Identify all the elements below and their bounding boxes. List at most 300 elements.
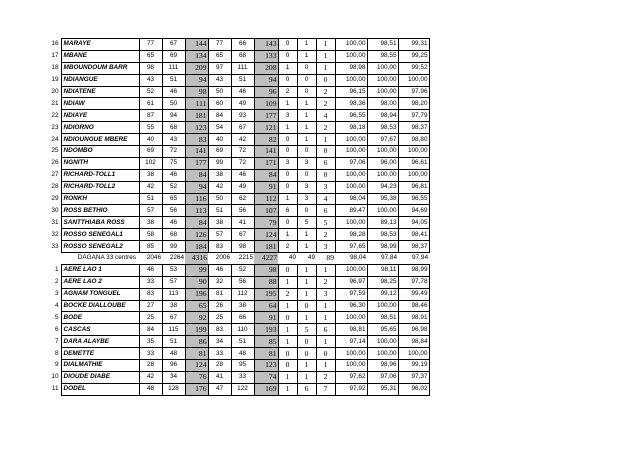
enrolled-boys-cell: 85 [139, 241, 162, 253]
absent-boys-cell: 0 [278, 39, 297, 51]
rate-girls-cell: 98,11 [367, 264, 398, 276]
row-number-cell: 29 [51, 195, 59, 203]
enrolled-girls-cell: 75 [162, 157, 185, 169]
summary-value-cell: 49 [307, 254, 315, 262]
absent-total-cell: 1 [316, 134, 335, 146]
absent-total-cell: 1 [316, 264, 335, 276]
rate-total-cell: 98,80 [398, 134, 429, 146]
present-total-cell: 107 [254, 205, 278, 217]
table-row[interactable] [46, 264, 429, 276]
center-name-cell: DIALMATHIE [61, 360, 139, 372]
absent-total-cell: 2 [316, 98, 335, 110]
table-row[interactable] [46, 348, 429, 360]
enrolled-girls-cell: 128 [162, 383, 185, 395]
enrolled-boys-cell: 65 [139, 50, 162, 62]
absent-boys-cell: 0 [278, 312, 297, 324]
center-name-cell: ROSSO SENEGAL2 [61, 241, 139, 253]
absent-girls-cell: 1 [297, 264, 316, 276]
enrolled-boys-cell: 25 [139, 312, 162, 324]
present-girls-cell: 93 [231, 110, 254, 122]
enrolled-total-cell: 181 [185, 110, 208, 122]
row-number-cell: 16 [51, 40, 59, 48]
enrolled-boys-cell: 40 [139, 134, 162, 146]
table-row[interactable] [46, 300, 429, 312]
center-name-cell: NDOMBO [61, 146, 139, 158]
present-girls-cell: 33 [231, 371, 254, 383]
enrolled-boys-cell: 98 [139, 62, 162, 74]
rate-boys-cell: 97,62 [335, 371, 367, 383]
center-name-cell: DEMETTE [61, 348, 139, 360]
present-total-cell: 91 [254, 181, 278, 193]
table-row[interactable] [46, 193, 429, 205]
present-boys-cell: 51 [208, 205, 231, 217]
center-name-cell: DODEL [61, 383, 139, 395]
absent-girls-cell: 0 [297, 86, 316, 98]
present-boys-cell: 83 [208, 241, 231, 253]
present-boys-cell: 65 [208, 50, 231, 62]
absent-total-cell: 1 [316, 50, 335, 62]
present-boys-cell: 32 [208, 276, 231, 288]
enrolled-girls-cell: 51 [162, 336, 185, 348]
enrolled-boys-cell: 48 [139, 383, 162, 395]
table-row[interactable] [46, 134, 429, 146]
rate-total-cell: 96,02 [398, 383, 429, 395]
center-name-cell: BOCKE DIALLOUBE [61, 300, 139, 312]
present-total-cell: 123 [254, 360, 278, 372]
enrolled-girls-cell: 46 [162, 217, 185, 229]
enrolled-boys-cell: 46 [139, 264, 162, 276]
rate-total-cell: 98,37 [398, 122, 429, 134]
absent-girls-cell: 5 [297, 217, 316, 229]
enrolled-girls-cell: 53 [162, 264, 185, 276]
enrolled-total-cell: 92 [185, 312, 208, 324]
rate-total-cell: 97,37 [398, 371, 429, 383]
summary-value-cell: 97,84 [381, 254, 397, 262]
present-total-cell: 91 [254, 312, 278, 324]
table-row[interactable] [46, 181, 429, 193]
rate-total-cell: 98,37 [398, 241, 429, 253]
row-number-cell: 24 [51, 135, 59, 143]
absent-boys-cell: 0 [278, 74, 297, 86]
absent-boys-cell: 0 [278, 181, 297, 193]
rate-boys-cell: 96,55 [335, 110, 367, 122]
enrolled-boys-cell: 42 [139, 371, 162, 383]
enrolled-girls-cell: 99 [162, 241, 185, 253]
absent-girls-cell: 0 [297, 146, 316, 158]
present-boys-cell: 60 [208, 98, 231, 110]
rate-girls-cell: 98,96 [367, 360, 398, 372]
table-row[interactable] [46, 217, 429, 229]
center-name-cell: AGNAM TONGUEL [61, 288, 139, 300]
rate-boys-cell: 97,92 [335, 383, 367, 395]
absent-boys-cell: 1 [278, 371, 297, 383]
enrolled-total-cell: 177 [185, 157, 208, 169]
rate-boys-cell: 100,00 [335, 39, 367, 51]
table-row[interactable] [46, 241, 429, 253]
absent-girls-cell: 1 [297, 360, 316, 372]
center-name-cell: SANTTHIABA ROSS [61, 217, 139, 229]
present-boys-cell: 50 [208, 193, 231, 205]
enrolled-total-cell: 84 [185, 169, 208, 181]
absent-total-cell: 0 [316, 146, 335, 158]
present-total-cell: 181 [254, 241, 278, 253]
present-boys-cell: 43 [208, 74, 231, 86]
enrolled-girls-cell: 72 [162, 146, 185, 158]
table-row[interactable] [46, 205, 429, 217]
absent-total-cell: 2 [316, 229, 335, 241]
rate-girls-cell: 99,12 [367, 288, 398, 300]
present-girls-cell: 56 [231, 205, 254, 217]
absent-boys-cell: 2 [278, 241, 297, 253]
enrolled-total-cell: 81 [185, 348, 208, 360]
absent-girls-cell: 1 [297, 122, 316, 134]
absent-girls-cell: 1 [297, 288, 316, 300]
enrolled-total-cell: 126 [185, 229, 208, 241]
table-row[interactable] [46, 371, 429, 383]
enrolled-total-cell: 76 [185, 371, 208, 383]
absent-total-cell: 0 [316, 169, 335, 181]
rate-girls-cell: 98,51 [367, 312, 398, 324]
enrolled-girls-cell: 94 [162, 110, 185, 122]
enrolled-boys-cell: 35 [139, 336, 162, 348]
present-total-cell: 124 [254, 229, 278, 241]
enrolled-girls-cell: 51 [162, 74, 185, 86]
rate-boys-cell: 97,14 [335, 336, 367, 348]
present-girls-cell: 49 [231, 98, 254, 110]
absent-girls-cell: 1 [297, 39, 316, 51]
rate-boys-cell: 100,00 [335, 264, 367, 276]
rate-girls-cell: 100,00 [367, 169, 398, 181]
table-row[interactable] [46, 74, 429, 86]
summary-value-cell: 4227 [254, 253, 278, 265]
table-row[interactable] [46, 98, 429, 110]
rate-total-cell: 94,05 [398, 217, 429, 229]
enrolled-total-cell: 98 [185, 86, 208, 98]
table-row[interactable] [46, 288, 429, 300]
table-row[interactable] [46, 50, 429, 62]
rate-girls-cell: 100,00 [367, 62, 398, 74]
summary-row[interactable] [46, 253, 429, 265]
enrolled-girls-cell: 46 [162, 169, 185, 181]
enrolled-girls-cell: 67 [162, 39, 185, 51]
rate-girls-cell: 97,06 [367, 371, 398, 383]
rate-total-cell: 98,41 [398, 229, 429, 241]
absent-boys-cell: 0 [278, 348, 297, 360]
row-number-cell: 31 [51, 218, 59, 226]
enrolled-girls-cell: 111 [162, 62, 185, 74]
center-name-cell: NDIAYE [61, 110, 139, 122]
summary-value-cell: 98,04 [350, 254, 366, 262]
present-boys-cell: 97 [208, 62, 231, 74]
enrolled-girls-cell: 65 [162, 193, 185, 205]
rate-total-cell: 97,78 [398, 276, 429, 288]
present-total-cell: 96 [254, 86, 278, 98]
enrolled-boys-cell: 57 [139, 205, 162, 217]
row-number-cell: 8 [54, 349, 59, 357]
rate-girls-cell: 98,94 [367, 110, 398, 122]
present-boys-cell: 28 [208, 360, 231, 372]
enrolled-total-cell: 94 [185, 181, 208, 193]
present-boys-cell: 83 [208, 324, 231, 336]
row-number-cell: 7 [54, 337, 59, 345]
row-number-cell: 19 [51, 76, 59, 84]
enrolled-total-cell: 199 [185, 324, 208, 336]
enrolled-total-cell: 116 [185, 193, 208, 205]
absent-total-cell: 2 [316, 86, 335, 98]
present-total-cell: 121 [254, 122, 278, 134]
present-girls-cell: 51 [231, 74, 254, 86]
absent-total-cell: 7 [316, 383, 335, 395]
rate-total-cell: 100,00 [398, 74, 429, 86]
rate-boys-cell: 100,00 [335, 348, 367, 360]
enrolled-boys-cell: 55 [139, 122, 162, 134]
enrolled-boys-cell: 43 [139, 74, 162, 86]
table-row[interactable] [46, 276, 429, 288]
rate-boys-cell: 98,98 [335, 62, 367, 74]
enrolled-girls-cell: 52 [162, 181, 185, 193]
enrolled-boys-cell: 83 [139, 288, 162, 300]
rate-girls-cell: 98,25 [367, 276, 398, 288]
absent-boys-cell: 2 [278, 86, 297, 98]
absent-girls-cell: 5 [297, 324, 316, 336]
absent-boys-cell: 0 [278, 169, 297, 181]
rate-boys-cell: 98,18 [335, 122, 367, 134]
row-number-cell: 32 [51, 230, 59, 238]
present-boys-cell: 41 [208, 371, 231, 383]
rate-boys-cell: 100,00 [335, 50, 367, 62]
present-girls-cell: 56 [231, 276, 254, 288]
rate-girls-cell: 100,00 [367, 146, 398, 158]
rate-boys-cell: 96,15 [335, 86, 367, 98]
enrolled-total-cell: 113 [185, 205, 208, 217]
absent-total-cell: 6 [316, 324, 335, 336]
enrolled-girls-cell: 113 [162, 288, 185, 300]
table-row[interactable] [46, 122, 429, 134]
absent-girls-cell: 0 [297, 62, 316, 74]
table-row[interactable] [46, 383, 429, 395]
present-girls-cell: 38 [231, 300, 254, 312]
table-row[interactable] [46, 157, 429, 169]
enrolled-total-cell: 94 [185, 74, 208, 86]
present-boys-cell: 81 [208, 288, 231, 300]
absent-girls-cell: 1 [297, 98, 316, 110]
absent-boys-cell: 3 [278, 157, 297, 169]
enrolled-girls-cell: 38 [162, 300, 185, 312]
table-row[interactable] [46, 39, 429, 51]
row-number-cell: 5 [54, 313, 59, 321]
enrolled-girls-cell: 50 [162, 98, 185, 110]
present-boys-cell: 38 [208, 217, 231, 229]
absent-boys-cell: 1 [278, 383, 297, 395]
absent-boys-cell: 1 [278, 98, 297, 110]
enrolled-total-cell: 123 [185, 122, 208, 134]
absent-girls-cell: 1 [297, 276, 316, 288]
absent-boys-cell: 1 [278, 193, 297, 205]
rate-total-cell: 97,79 [398, 110, 429, 122]
rate-total-cell: 96,55 [398, 193, 429, 205]
absent-total-cell: 2 [316, 371, 335, 383]
center-name-cell: NDIANGUE [61, 74, 139, 86]
rate-boys-cell: 100,00 [335, 134, 367, 146]
absent-girls-cell: 0 [297, 300, 316, 312]
enrolled-boys-cell: 38 [139, 217, 162, 229]
rate-total-cell: 99,19 [398, 360, 429, 372]
row-number-cell: 3 [54, 290, 59, 298]
rate-girls-cell: 100,00 [367, 205, 398, 217]
rate-girls-cell: 100,00 [367, 300, 398, 312]
absent-girls-cell: 1 [297, 241, 316, 253]
rate-girls-cell: 98,00 [367, 98, 398, 110]
table-row[interactable] [46, 336, 429, 348]
enrolled-boys-cell: 102 [139, 157, 162, 169]
present-boys-cell: 38 [208, 169, 231, 181]
rate-total-cell: 98,99 [398, 264, 429, 276]
row-number-cell: 27 [51, 171, 59, 179]
rate-boys-cell: 98,36 [335, 98, 367, 110]
enrolled-boys-cell: 87 [139, 110, 162, 122]
absent-boys-cell: 1 [278, 336, 297, 348]
center-name-cell: AERE LAO 2 [61, 276, 139, 288]
enrolled-boys-cell: 42 [139, 181, 162, 193]
present-total-cell: 171 [254, 157, 278, 169]
rate-total-cell: 99,25 [398, 50, 429, 62]
table-row[interactable] [46, 324, 429, 336]
present-girls-cell: 41 [231, 217, 254, 229]
rate-boys-cell: 100,00 [335, 312, 367, 324]
present-total-cell: 85 [254, 336, 278, 348]
enrolled-girls-cell: 115 [162, 324, 185, 336]
center-name-cell: MBOUNDOUM BARR [61, 62, 139, 74]
present-girls-cell: 111 [231, 62, 254, 74]
absent-total-cell: 3 [316, 288, 335, 300]
present-boys-cell: 50 [208, 86, 231, 98]
absent-total-cell: 3 [316, 181, 335, 193]
center-name-cell: DIOUDE DIABE [61, 371, 139, 383]
center-name-cell: AERE LAO 1 [61, 264, 139, 276]
present-total-cell: 193 [254, 324, 278, 336]
absent-total-cell: 6 [316, 205, 335, 217]
enrolled-girls-cell: 96 [162, 360, 185, 372]
table-row[interactable] [46, 229, 429, 241]
present-girls-cell: 122 [231, 383, 254, 395]
present-boys-cell: 25 [208, 312, 231, 324]
present-total-cell: 177 [254, 110, 278, 122]
absent-girls-cell: 0 [297, 169, 316, 181]
enrolled-girls-cell: 43 [162, 134, 185, 146]
rate-girls-cell: 100,00 [367, 86, 398, 98]
absent-girls-cell: 0 [297, 74, 316, 86]
row-number-cell: 33 [51, 242, 59, 250]
absent-girls-cell: 1 [297, 134, 316, 146]
present-boys-cell: 99 [208, 157, 231, 169]
absent-boys-cell: 3 [278, 110, 297, 122]
enrolled-total-cell: 209 [185, 62, 208, 74]
absent-girls-cell: 0 [297, 348, 316, 360]
enrolled-total-cell: 176 [185, 383, 208, 395]
present-girls-cell: 46 [231, 86, 254, 98]
rate-boys-cell: 97,06 [335, 157, 367, 169]
present-girls-cell: 51 [231, 336, 254, 348]
table-row[interactable] [46, 62, 429, 74]
absent-total-cell: 1 [316, 300, 335, 312]
absent-total-cell: 6 [316, 157, 335, 169]
rate-total-cell: 96,98 [398, 324, 429, 336]
table-row[interactable] [46, 86, 429, 98]
absent-boys-cell: 1 [278, 229, 297, 241]
summary-value-cell: 2264 [169, 254, 184, 262]
summary-label: DAGANA 33 centres [77, 254, 136, 262]
present-boys-cell: 47 [208, 383, 231, 395]
rate-girls-cell: 98,51 [367, 39, 398, 51]
present-boys-cell: 42 [208, 181, 231, 193]
row-number-cell: 26 [51, 159, 59, 167]
present-girls-cell: 68 [231, 50, 254, 62]
table-row[interactable] [46, 169, 429, 181]
rate-boys-cell: 98,28 [335, 229, 367, 241]
present-total-cell: 94 [254, 74, 278, 86]
rate-total-cell: 98,91 [398, 312, 429, 324]
center-name-cell: ROSS BETHIO [61, 205, 139, 217]
enrolled-total-cell: 111 [185, 98, 208, 110]
enrolled-total-cell: 141 [185, 146, 208, 158]
absent-girls-cell: 0 [297, 205, 316, 217]
enrolled-boys-cell: 58 [139, 229, 162, 241]
rate-girls-cell: 96,00 [367, 157, 398, 169]
rate-girls-cell: 94,23 [367, 181, 398, 193]
absent-boys-cell: 1 [278, 62, 297, 74]
enrolled-girls-cell: 48 [162, 348, 185, 360]
row-number-cell: 30 [51, 206, 59, 214]
rate-girls-cell: 95,38 [367, 193, 398, 205]
enrolled-boys-cell: 77 [139, 39, 162, 51]
absent-total-cell: 3 [316, 241, 335, 253]
absent-boys-cell: 0 [278, 217, 297, 229]
present-boys-cell: 34 [208, 336, 231, 348]
table-row[interactable] [46, 360, 429, 372]
rate-total-cell: 98,20 [398, 98, 429, 110]
rate-boys-cell: 98,04 [335, 193, 367, 205]
row-number-cell: 11 [51, 385, 59, 393]
rate-boys-cell: 97,65 [335, 241, 367, 253]
present-girls-cell: 67 [231, 122, 254, 134]
present-total-cell: 82 [254, 134, 278, 146]
absent-girls-cell: 1 [297, 229, 316, 241]
row-number-cell: 2 [54, 278, 59, 286]
rate-girls-cell: 89,13 [367, 217, 398, 229]
table-row[interactable] [46, 146, 429, 158]
absent-total-cell: 4 [316, 110, 335, 122]
row-number-cell: 21 [51, 99, 59, 107]
table-row[interactable] [46, 110, 429, 122]
rate-girls-cell: 100,00 [367, 348, 398, 360]
enrolled-boys-cell: 61 [139, 98, 162, 110]
present-total-cell: 195 [254, 288, 278, 300]
absent-total-cell: 1 [316, 360, 335, 372]
rate-total-cell: 97,96 [398, 86, 429, 98]
present-total-cell: 84 [254, 169, 278, 181]
present-total-cell: 133 [254, 50, 278, 62]
table-row[interactable] [46, 312, 429, 324]
enrolled-girls-cell: 46 [162, 86, 185, 98]
absent-total-cell: 1 [316, 312, 335, 324]
present-girls-cell: 67 [231, 229, 254, 241]
present-girls-cell: 66 [231, 312, 254, 324]
rate-girls-cell: 100,00 [367, 74, 398, 86]
enrolled-total-cell: 196 [185, 288, 208, 300]
enrolled-total-cell: 184 [185, 241, 208, 253]
present-total-cell: 141 [254, 146, 278, 158]
rate-boys-cell: 97,59 [335, 288, 367, 300]
